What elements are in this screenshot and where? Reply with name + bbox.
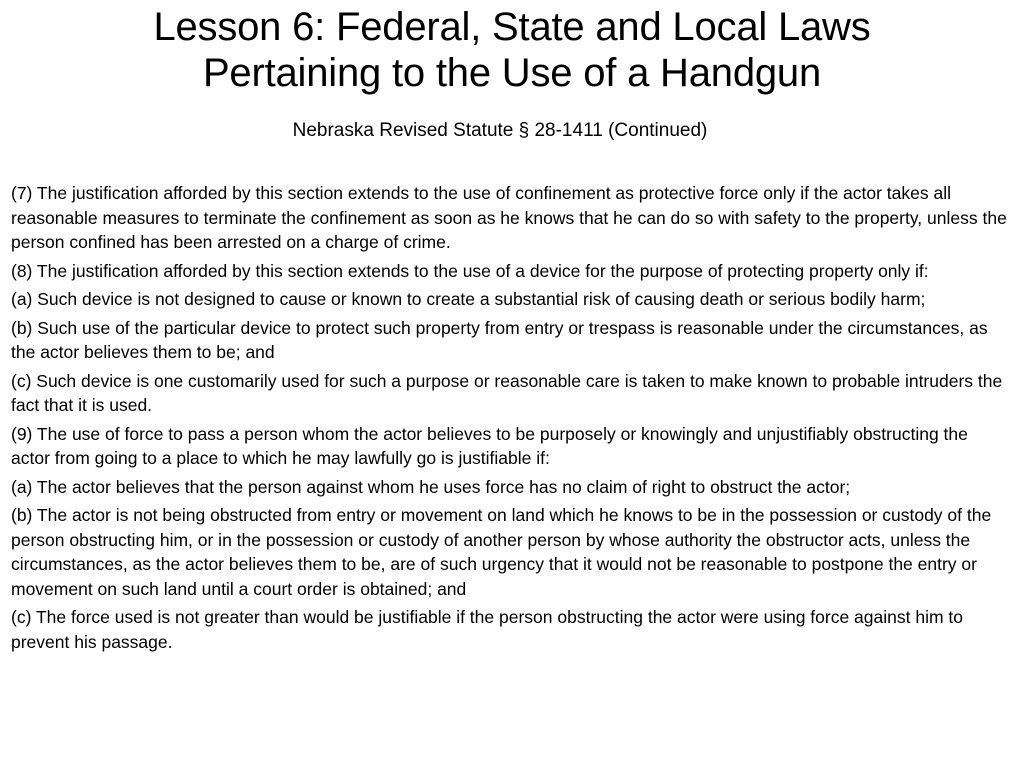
paragraph-9c: (c) The force used is not greater than would be justifiable if the person obstructing the actor were using force against him to prevent his passage. <box>11 607 963 652</box>
slide-title-line-1: Lesson 6: Federal, State and Local Laws <box>153 5 871 49</box>
paragraph-9a: (a) The actor believes that the person against whom he uses force has no claim of right to obstruct the actor; <box>11 476 851 497</box>
paragraph-8c: (c) Such device is one customarily used for such a purpose or reasonable care is taken to make known to probable intruders the fact that it is used. <box>11 370 1003 415</box>
paragraph-9: (9) The use of force to pass a person whom the actor believes to be purposely or knowingly and unjustifiably obstructing the actor from going to a place to which he may lawfully go is justifiable if: <box>11 423 968 468</box>
paragraph-8b: (b) Such use of the particular device to protect such property from entry or trespass is reasonable under the circumstances, as the actor believes them to be; and <box>11 317 988 362</box>
slide-title-line-2: Pertaining to the Use of a Handgun <box>202 51 822 95</box>
statute-text <box>11 181 1011 658</box>
paragraph-8a: (a) Such device is not designed to cause or known to create a substantial risk of causing death or serious bodily harm; <box>11 289 926 309</box>
paragraph-9b: (b) The actor is not being obstructed from entry or movement on land which he knows to be in the possession or custody of the person obstructing him, or in the possession or custody of another person by whose authority the obstructor acts, unless the circumstances, as the actor believes them to be, are of such urgency that it would not be reasonable to postpone the entry or movement on such land until a court order is obtained; and <box>11 505 992 599</box>
slide-title <box>0 4 1024 96</box>
paragraph-7: (7) The justification afforded by this section extends to the use of confinement as protective force only if the actor takes all reasonable measures to terminate the confinement as soon as he knows that he can do so with safety to the property, unless the person confined has been arrested on a charge of crime. <box>11 183 1007 252</box>
paragraph-8: (8) The justification afforded by this section extends to the use of a device for the purpose of protecting property only if: <box>11 260 929 281</box>
slide-subtitle: Nebraska Revised Statute § 28-1411 (Continued) <box>292 120 708 141</box>
